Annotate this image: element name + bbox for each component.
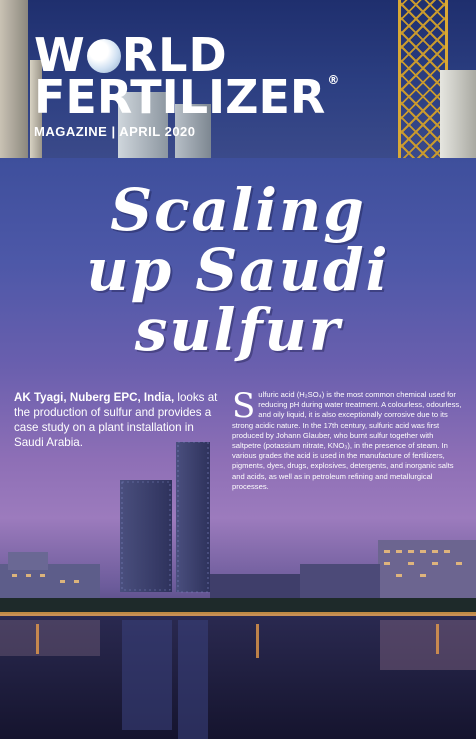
magazine-logo — [34, 28, 340, 124]
author-affiliation: AK Tyagi, Nuberg EPC, India, — [14, 391, 175, 404]
title-line: sulfur — [134, 296, 342, 364]
drop-cap: S — [232, 386, 256, 426]
article-standfirst — [14, 390, 226, 450]
body-paragraph: ulfuric acid (H₂SO₄) is the most common chemical used for reducing pH during water treatment. A colourless, odourless, and oily liquid, it is also exceptionally corrosive due to its strong acidic nature. In the 17th century, sulfuric acid was first produced by Johann Glauber, who burnt sulfur together with saltpetre (potassium nitrate, KNO₃), in the presence of steam. In various grades the acid is used in the manufacture of fertilizers, pigments, dyes, drugs, explosives, detergents, and inorganic salts and acids, as well as in petroleum refining and metallurgical processes. — [232, 390, 462, 491]
title-line: up Saudi — [86, 236, 390, 304]
title-line: Scaling — [110, 176, 366, 244]
logo-line-fertilizer — [34, 70, 340, 124]
article-body — [232, 386, 464, 492]
article-page — [0, 158, 476, 739]
industrial-tank — [440, 70, 476, 158]
registered-mark: ® — [327, 73, 340, 87]
logo-text: W — [34, 28, 86, 82]
issue-date: MAGAZINE | APRIL 2020 — [34, 124, 196, 139]
magazine-header — [0, 0, 476, 158]
logo-text: RLD — [121, 28, 228, 82]
globe-icon — [87, 39, 121, 73]
logo-text: FERTILIZER — [34, 70, 326, 124]
standfirst-text: looks at the production of sulfur and provides a case study on a plant installation in Saudi Arabia. — [14, 391, 218, 449]
industrial-chimney — [0, 0, 28, 158]
article-title — [0, 176, 476, 364]
